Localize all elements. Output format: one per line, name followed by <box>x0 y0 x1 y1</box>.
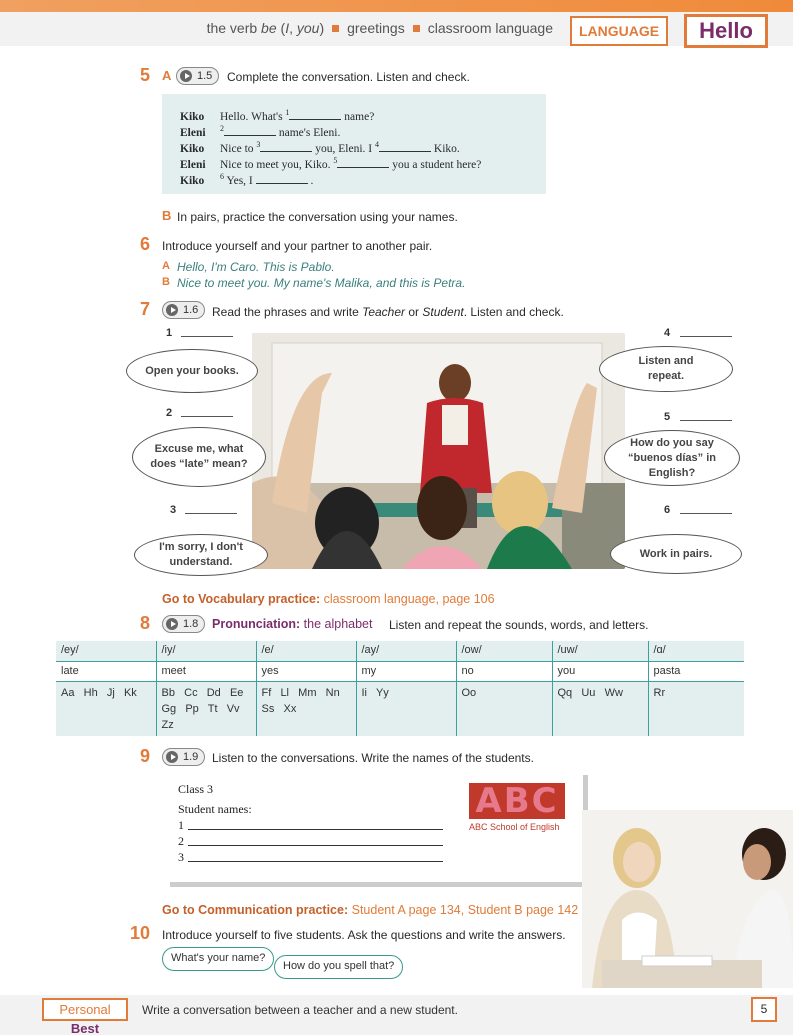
bubble-number: 2 <box>166 407 173 419</box>
bubble-number: 1 <box>166 327 173 339</box>
speaker-b-text: Nice to meet you. My name's Malika, and this is Petra. <box>177 276 466 290</box>
answer-blank[interactable] <box>224 126 276 136</box>
bubble-number: 4 <box>664 327 671 339</box>
audio-track-button[interactable]: 1.6 <box>162 301 205 319</box>
square-bullet-icon <box>332 25 339 32</box>
school-logo: ABC <box>469 783 565 819</box>
answer-line[interactable] <box>181 336 233 337</box>
exercise-7-instruction: Read the phrases and write Teacher or Student. Listen and check. <box>212 305 564 319</box>
letters-cell: Ii Yy <box>356 681 456 736</box>
example-cell: yes <box>256 661 356 681</box>
letters-cell: Aa Hh Jj Kk <box>56 681 156 736</box>
unit-title: Hello <box>684 14 768 48</box>
speaker-a-text: Hello, I'm Caro. This is Pablo. <box>177 260 335 274</box>
bubble-number: 6 <box>664 504 671 516</box>
conversation-line: Eleni Nice to meet you, Kiko. $^5$ you a student here? <box>180 156 482 171</box>
section-badge: LANGUAGE <box>570 16 668 46</box>
class-name: Class 3 <box>178 782 214 796</box>
alphabet-sounds-table <box>56 641 744 736</box>
header-orange-strip <box>0 0 793 12</box>
exercise-8-number: 8 <box>140 613 151 633</box>
exercise-7-number: 7 <box>140 299 151 319</box>
answer-line[interactable] <box>680 336 732 337</box>
conversation-line: Kiko $^6$ Yes, I . <box>180 172 314 187</box>
speaker-a-label: A <box>162 260 170 272</box>
exercise-8-heading: Pronunciation: the alphabet <box>212 617 373 631</box>
audio-track-button[interactable]: 1.5 <box>176 67 219 85</box>
topic-breadcrumb <box>207 20 553 36</box>
sound-cell: /ay/ <box>356 641 456 661</box>
example-cell: pasta <box>648 661 744 681</box>
square-bullet-icon <box>413 25 420 32</box>
exercise-10-number: 10 <box>130 923 151 943</box>
sound-cell: /e/ <box>256 641 356 661</box>
example-cell: late <box>56 661 156 681</box>
letters-cell: Bb Cc Dd Ee Gg Pp Tt Vv Zz <box>156 681 256 736</box>
classroom-photo <box>252 333 625 569</box>
example-cell: meet <box>156 661 256 681</box>
question-bubble-spell: How do you spell that? <box>274 955 403 979</box>
exercise-6-number: 6 <box>140 234 151 254</box>
page-number: 5 <box>751 997 777 1022</box>
letters-cell: Qq Uu Ww <box>552 681 648 736</box>
answer-blank[interactable] <box>379 142 431 152</box>
school-logo-caption: ABC School of English <box>469 822 560 832</box>
letters-cell: Ff Ll Mm Nn Ss Xx <box>256 681 356 736</box>
sound-cell: /ey/ <box>56 641 156 661</box>
conversation-box <box>162 94 546 194</box>
sound-cell: /iy/ <box>156 641 256 661</box>
table-row <box>56 681 744 736</box>
exercise-5-number: 5 <box>140 65 151 85</box>
exercise-5b-instruction: In pairs, practice the conversation using your names. <box>177 210 458 224</box>
example-cell: no <box>456 661 552 681</box>
crumb-greetings: greetings <box>347 20 405 36</box>
student-line-number: 3 <box>178 850 184 864</box>
exercise-10-instruction: Introduce yourself to five students. Ask the questions and write the answers. <box>162 928 566 942</box>
audio-track-button[interactable]: 1.8 <box>162 615 205 633</box>
student-name-line[interactable] <box>188 829 443 830</box>
letters-cell: Oo <box>456 681 552 736</box>
exercise-9-instruction: Listen to the conversations. Write the names of the students. <box>212 751 534 765</box>
speech-bubble-2: Excuse me, what does “late” mean? <box>132 427 266 487</box>
answer-line[interactable] <box>181 416 233 417</box>
table-row <box>56 661 744 681</box>
sound-cell: /uw/ <box>552 641 648 661</box>
student-name-line[interactable] <box>188 845 443 846</box>
letters-cell: Rr <box>648 681 744 736</box>
student-line-number: 2 <box>178 834 184 848</box>
student-line-number: 1 <box>178 818 184 832</box>
class-roster-card <box>170 775 588 887</box>
answer-blank[interactable] <box>337 158 389 168</box>
sound-cell: /ɑ/ <box>648 641 744 661</box>
answer-blank[interactable] <box>289 110 341 120</box>
speech-bubble-6: Work in pairs. <box>610 534 742 574</box>
students-photo <box>582 810 793 988</box>
crumb-verb-be: the verb be (I, you) <box>206 20 325 36</box>
speech-bubble-4: Listen and repeat. <box>599 346 733 392</box>
personal-best-badge: Personal Best <box>42 998 128 1021</box>
bubble-number: 3 <box>170 504 177 516</box>
footer-task: Write a conversation between a teacher and a new student. <box>142 1003 458 1017</box>
speaker-b-label: B <box>162 276 170 288</box>
crumb-classroom-language: classroom language <box>427 20 553 36</box>
exercise-6-instruction: Introduce yourself and your partner to another pair. <box>162 239 433 253</box>
answer-line[interactable] <box>680 513 732 514</box>
table-row <box>56 641 744 661</box>
speech-bubble-1: Open your books. <box>126 349 258 393</box>
bubble-number: 5 <box>664 411 671 423</box>
answer-line[interactable] <box>680 420 732 421</box>
vocabulary-practice-link[interactable]: Go to Vocabulary practice: classroom language, page 106 <box>162 592 495 606</box>
audio-track-button[interactable]: 1.9 <box>162 748 205 766</box>
classroom-illustration <box>252 333 625 569</box>
students-illustration <box>582 810 793 988</box>
answer-blank[interactable] <box>260 142 312 152</box>
student-name-line[interactable] <box>188 861 443 862</box>
speech-bubble-5: How do you say “buenos días” in English? <box>604 430 740 486</box>
exercise-5a-letter: A <box>162 68 172 83</box>
communication-practice-link[interactable]: Go to Communication practice: Student A page 134, Student B page 142 <box>162 903 579 917</box>
exercise-5-instruction: Complete the conversation. Listen and check. <box>227 70 470 84</box>
conversation-line: Kiko Nice to $^3$ you, Eleni. I $^4$ Kiko. <box>180 140 460 155</box>
exercise-5b-letter: B <box>162 208 172 223</box>
example-cell: my <box>356 661 456 681</box>
example-cell: you <box>552 661 648 681</box>
exercise-8-instruction: Listen and repeat the sounds, words, and letters. <box>389 618 649 632</box>
question-bubble-name: What's your name? <box>162 947 274 971</box>
student-names-label: Student names: <box>178 802 252 816</box>
sound-cell: /ow/ <box>456 641 552 661</box>
conversation-line: Kiko Hello. What's $^1$ name? <box>180 108 375 123</box>
speech-bubble-3: I'm sorry, I don't understand. <box>134 534 268 576</box>
answer-blank[interactable] <box>256 174 308 184</box>
conversation-line: Eleni $^2$ name's Eleni. <box>180 124 341 139</box>
exercise-9-number: 9 <box>140 746 151 766</box>
answer-line[interactable] <box>185 513 237 514</box>
